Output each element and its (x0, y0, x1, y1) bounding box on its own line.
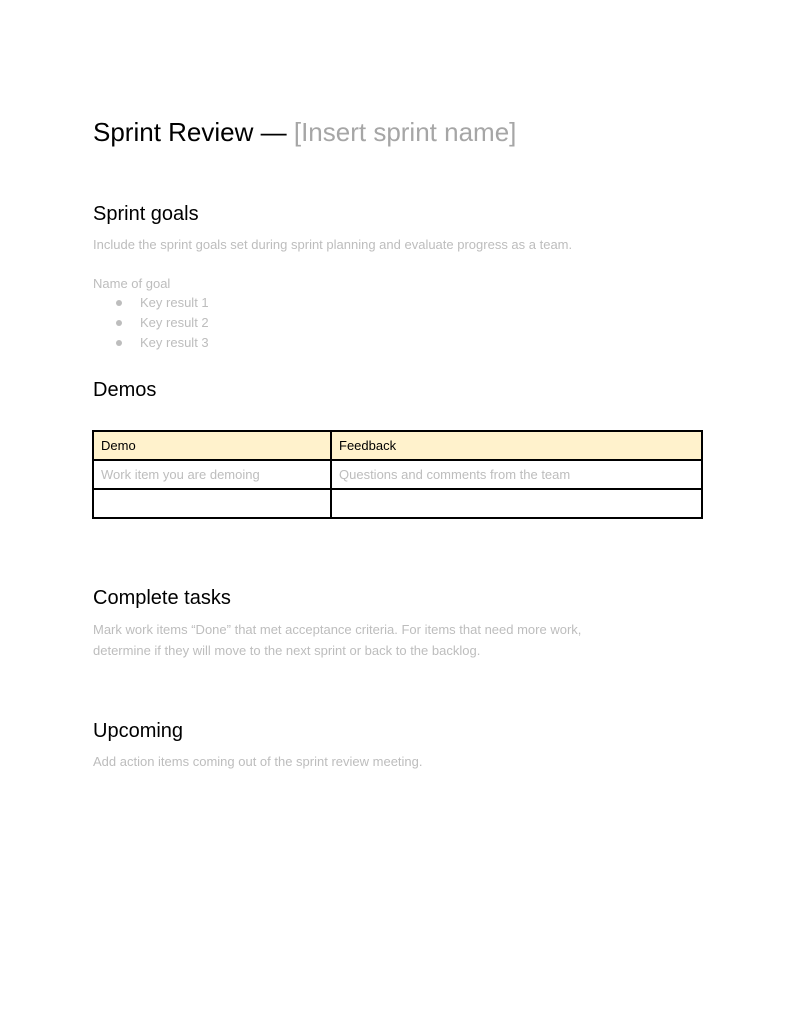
complete-tasks-heading: Complete tasks (93, 587, 231, 609)
goal-name[interactable]: Name of goal (93, 276, 171, 291)
upcoming-hint[interactable]: Add action items coming out of the sprint review meeting. (93, 754, 423, 769)
upcoming-heading: Upcoming (93, 720, 184, 742)
table-cell[interactable] (93, 489, 331, 518)
title-main: Sprint Review — (93, 117, 294, 147)
demos-table (92, 430, 703, 519)
page-title (93, 114, 516, 150)
key-result-label: Key result 2 (140, 315, 209, 330)
column-header-feedback[interactable]: Feedback (331, 431, 702, 460)
table-cell[interactable]: Questions and comments from the team (331, 460, 702, 489)
demos-heading: Demos (93, 379, 157, 401)
bullet-icon (116, 300, 122, 306)
complete-tasks-hint-line-2[interactable]: determine if they will move to the next sprint or back to the backlog. (93, 643, 481, 658)
key-result-label: Key result 3 (140, 335, 209, 350)
table-row (93, 489, 702, 518)
title-placeholder[interactable]: [Insert sprint name] (293, 117, 517, 147)
table-row (93, 460, 702, 489)
list-item[interactable] (114, 313, 209, 333)
bullet-icon (116, 320, 122, 326)
table-cell[interactable]: Work item you are demoing (93, 460, 331, 489)
list-item[interactable] (114, 333, 209, 353)
list-item[interactable] (114, 293, 209, 313)
complete-tasks-hint-line-1[interactable]: Mark work items “Done” that met acceptance criteria. For items that need more work, (93, 622, 582, 637)
key-results-list (114, 293, 209, 353)
key-result-label: Key result 1 (140, 295, 209, 310)
sprint-goals-heading: Sprint goals (93, 203, 199, 225)
table-header-row (93, 431, 702, 460)
sprint-goals-hint[interactable]: Include the sprint goals set during sprint planning and evaluate progress as a team. (93, 237, 573, 252)
bullet-icon (116, 340, 122, 346)
column-header-demo[interactable]: Demo (93, 431, 331, 460)
table-cell[interactable] (331, 489, 702, 518)
